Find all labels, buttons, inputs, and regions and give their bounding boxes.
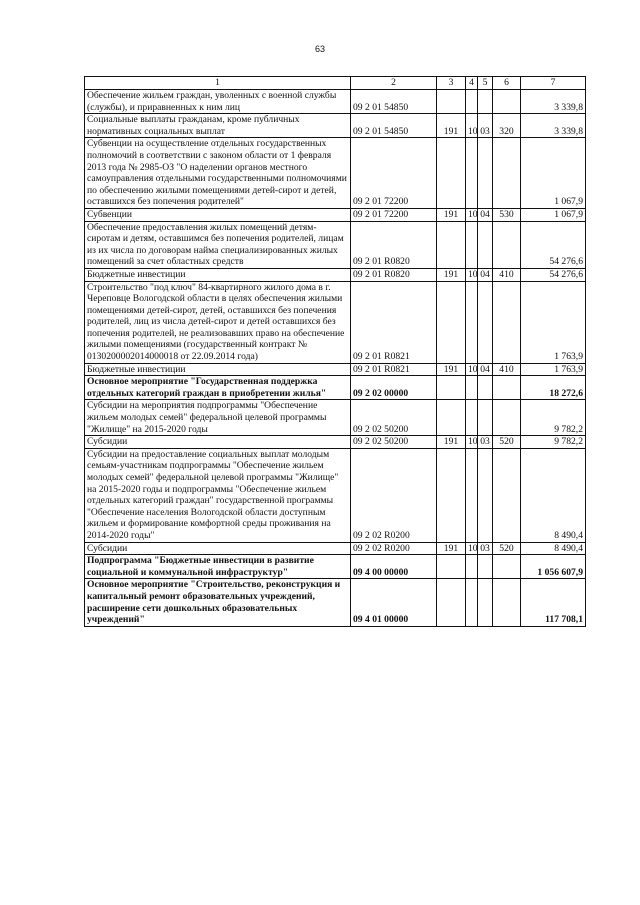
row-sum-cell: 54 276,6	[521, 268, 586, 281]
header-cell-c3: 3	[437, 77, 466, 90]
table-row	[85, 90, 586, 114]
row-c6-cell	[493, 448, 521, 542]
row-c6-cell	[493, 555, 521, 579]
row-code-cell: 09 2 01 R0820	[351, 221, 437, 268]
row-code-cell: 09 2 01 72200	[351, 208, 437, 221]
row-name-cell: Бюджетные инвестиции	[85, 268, 351, 281]
row-c3-cell: 191	[437, 208, 466, 221]
row-sum-cell: 54 276,6	[521, 221, 586, 268]
row-name-cell: Основное мероприятие "Государственная поддержка отдельных категорий граждан в приобретении жилья"	[85, 376, 351, 400]
table-row	[85, 448, 586, 542]
row-c3-cell	[437, 400, 466, 436]
row-name-cell: Социальные выплаты гражданам, кроме публичных нормативных социальных выплат	[85, 114, 351, 138]
row-c6-cell: 530	[493, 208, 521, 221]
table-row	[85, 579, 586, 626]
row-c6-cell: 320	[493, 114, 521, 138]
row-c5-cell: 04	[478, 363, 493, 376]
row-c5-cell: 03	[478, 436, 493, 449]
table-row	[85, 221, 586, 268]
page-number: 63	[314, 44, 325, 54]
row-c5-cell	[478, 448, 493, 542]
row-c3-cell	[437, 221, 466, 268]
row-code-cell: 09 4 00 00000	[351, 555, 437, 579]
row-c5-cell	[478, 400, 493, 436]
row-name-cell: Обеспечение жильем граждан, уволенных с военной службы (службы), и приравненных к ним лиц	[85, 90, 351, 114]
row-c5-cell	[478, 555, 493, 579]
header-cell-sum: 7	[521, 77, 586, 90]
row-code-cell: 09 2 01 54850	[351, 90, 437, 114]
table-row	[85, 208, 586, 221]
row-sum-cell: 1 056 607,9	[521, 555, 586, 579]
row-c3-cell: 191	[437, 114, 466, 138]
row-c6-cell: 410	[493, 268, 521, 281]
row-sum-cell: 9 782,2	[521, 400, 586, 436]
row-c4-cell	[466, 448, 478, 542]
row-c4-cell: 10	[466, 436, 478, 449]
row-c4-cell: 10	[466, 363, 478, 376]
row-code-cell: 09 2 01 72200	[351, 138, 437, 209]
row-c4-cell	[466, 555, 478, 579]
header-cell-code: 2	[351, 77, 437, 90]
row-c4-cell	[466, 376, 478, 400]
row-sum-cell: 1 067,9	[521, 208, 586, 221]
table-row	[85, 138, 586, 209]
row-c5-cell	[478, 579, 493, 626]
row-c4-cell: 10	[466, 114, 478, 138]
row-name-cell: Субсидии	[85, 436, 351, 449]
table-row	[85, 400, 586, 436]
table-row	[85, 268, 586, 281]
row-c6-cell	[493, 138, 521, 209]
row-c4-cell	[466, 579, 478, 626]
row-name-cell: Бюджетные инвестиции	[85, 363, 351, 376]
header-cell-c6: 6	[493, 77, 521, 90]
row-name-cell: Строительство "под ключ" 84-квартирного жилого дома в г. Череповце Вологодской области в целях обеспечения жилыми помещениями детей-сирот, детей, оставшихся без попечения родителей, лиц из числа детей-сирот и детей оставшихся без попечения родителей, не реализовавших право на обеспечение жилыми помещениями (государственный контракт № 0130200002014000018 от 22.09.2014 года)	[85, 281, 351, 363]
row-sum-cell: 1 067,9	[521, 138, 586, 209]
table-row	[85, 376, 586, 400]
row-c6-cell	[493, 281, 521, 363]
row-c3-cell: 191	[437, 363, 466, 376]
row-c5-cell: 03	[478, 542, 493, 555]
table-row	[85, 555, 586, 579]
row-c6-cell: 520	[493, 542, 521, 555]
row-c5-cell	[478, 138, 493, 209]
row-c3-cell	[437, 555, 466, 579]
row-sum-cell: 1 763,9	[521, 363, 586, 376]
row-code-cell: 09 2 02 R0200	[351, 448, 437, 542]
table-row	[85, 114, 586, 138]
header-cell-c5: 5	[478, 77, 493, 90]
row-c5-cell	[478, 281, 493, 363]
row-c6-cell	[493, 90, 521, 114]
row-c3-cell	[437, 138, 466, 209]
row-c6-cell	[493, 400, 521, 436]
row-code-cell: 09 2 02 50200	[351, 436, 437, 449]
row-sum-cell: 8 490,4	[521, 542, 586, 555]
row-c3-cell: 191	[437, 542, 466, 555]
header-cell-name: 1	[85, 77, 351, 90]
row-name-cell: Субсидии на мероприятия подпрограммы "Обеспечение жильем молодых семей" федеральной целевой программы "Жилище" на 2015-2020 годы	[85, 400, 351, 436]
row-c4-cell	[466, 90, 478, 114]
row-c3-cell: 191	[437, 436, 466, 449]
row-c5-cell: 03	[478, 114, 493, 138]
row-sum-cell: 1 763,9	[521, 281, 586, 363]
row-c6-cell	[493, 579, 521, 626]
row-c3-cell	[437, 448, 466, 542]
row-c4-cell: 10	[466, 268, 478, 281]
row-c6-cell	[493, 221, 521, 268]
row-c4-cell	[466, 138, 478, 209]
budget-table	[84, 76, 586, 627]
row-c4-cell	[466, 400, 478, 436]
table-row	[85, 281, 586, 363]
row-c5-cell: 04	[478, 268, 493, 281]
table-row	[85, 542, 586, 555]
row-sum-cell: 3 339,8	[521, 114, 586, 138]
row-c6-cell: 520	[493, 436, 521, 449]
row-c4-cell	[466, 221, 478, 268]
row-c4-cell	[466, 281, 478, 363]
row-c3-cell	[437, 579, 466, 626]
row-c4-cell: 10	[466, 208, 478, 221]
row-name-cell: Субсидии на предоставление социальных выплат молодым семьям-участникам подпрограммы "Обеспечение жильем молодых семей" федеральной целевой программы "Жилище" на 2015-2020 годы и подпрограммы "Обеспечение жильем отдельных категорий граждан" государственной программы "Обеспечение населения Вологодской области доступным жильем и формирование комфортной среды проживания на 2014-2020 годы"	[85, 448, 351, 542]
row-sum-cell: 18 272,6	[521, 376, 586, 400]
row-sum-cell: 117 708,1	[521, 579, 586, 626]
row-sum-cell: 9 782,2	[521, 436, 586, 449]
header-cell-c4: 4	[466, 77, 478, 90]
row-c5-cell	[478, 221, 493, 268]
row-c3-cell	[437, 376, 466, 400]
row-code-cell: 09 2 01 54850	[351, 114, 437, 138]
row-code-cell: 09 4 01 00000	[351, 579, 437, 626]
row-code-cell: 09 2 01 R0821	[351, 281, 437, 363]
row-sum-cell: 3 339,8	[521, 90, 586, 114]
row-name-cell: Основное мероприятие "Строительство, реконструкция и капитальный ремонт образовательных учреждений, расширение сети дошкольных образовательных учреждений"	[85, 579, 351, 626]
row-c5-cell	[478, 90, 493, 114]
row-name-cell: Подпрограмма "Бюджетные инвестиции в развитие социальной и коммунальной инфраструктур"	[85, 555, 351, 579]
row-c3-cell	[437, 90, 466, 114]
row-c6-cell: 410	[493, 363, 521, 376]
table-header-row	[85, 77, 586, 90]
row-name-cell: Субвенции	[85, 208, 351, 221]
table-row	[85, 436, 586, 449]
table-row	[85, 363, 586, 376]
row-code-cell: 09 2 02 50200	[351, 400, 437, 436]
row-code-cell: 09 2 01 R0821	[351, 363, 437, 376]
row-c3-cell	[437, 281, 466, 363]
row-name-cell: Субвенции на осуществление отдельных государственных полномочий в соответствии с законом области от 1 февраля 2013 года № 2985-ОЗ "О наделении органов местного самоуправления отдельными государственными полномочиями по обеспечению жилыми помещениями детей-сирот и детей, оставшихся без попечения родителей"	[85, 138, 351, 209]
row-name-cell: Обеспечение предоставления жилых помещений детям-сиротам и детям, оставшимся без попечения родителей, лицам из их числа по договорам найма специализированных жилых помещений за счет областных средств	[85, 221, 351, 268]
row-code-cell: 09 2 02 R0200	[351, 542, 437, 555]
row-c4-cell: 10	[466, 542, 478, 555]
row-c5-cell	[478, 376, 493, 400]
row-name-cell: Субсидии	[85, 542, 351, 555]
row-code-cell: 09 2 01 R0820	[351, 268, 437, 281]
row-c5-cell: 04	[478, 208, 493, 221]
row-code-cell: 09 2 02 00000	[351, 376, 437, 400]
row-c6-cell	[493, 376, 521, 400]
row-sum-cell: 8 490,4	[521, 448, 586, 542]
row-c3-cell: 191	[437, 268, 466, 281]
